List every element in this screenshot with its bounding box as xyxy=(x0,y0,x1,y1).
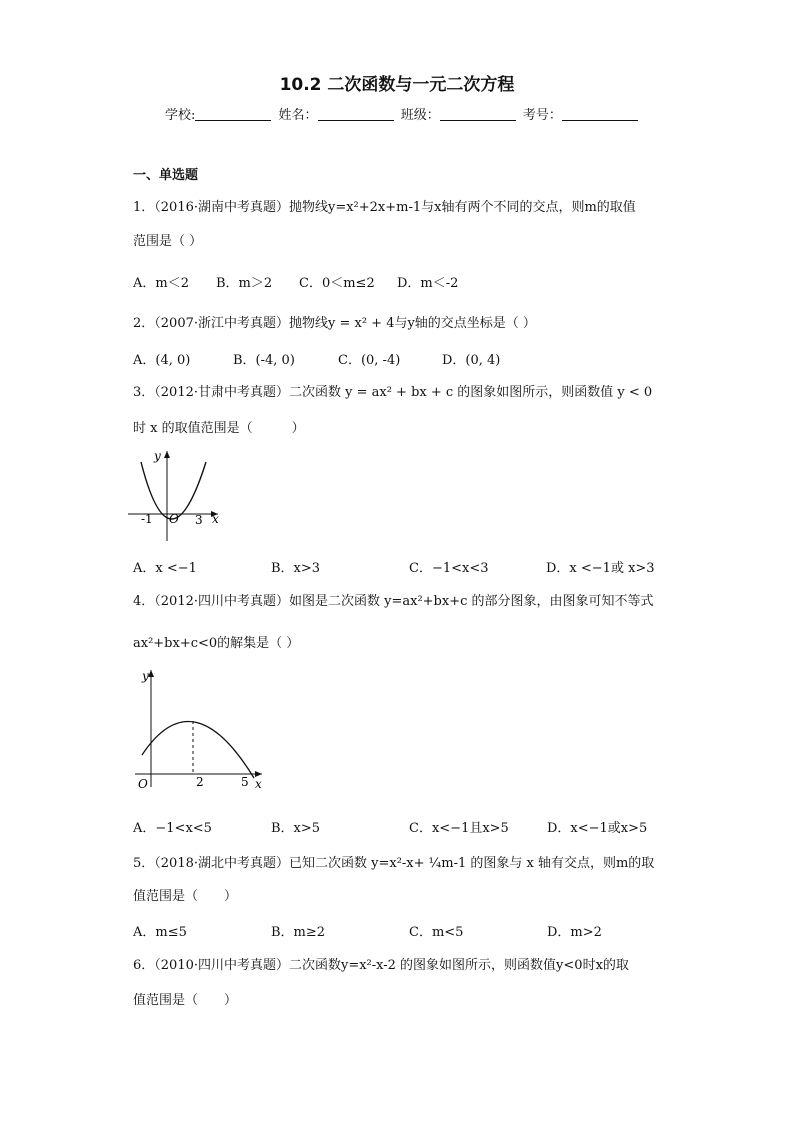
q4-parabola-graph xyxy=(130,664,270,794)
q5-text-line2: 值范围是（ ） xyxy=(133,889,238,904)
q2-option-a[interactable]: A．(4, 0) xyxy=(133,353,191,368)
q3-neg1-label: -1 xyxy=(141,512,153,526)
q2-option-d[interactable]: D．(0, 4) xyxy=(442,353,501,368)
q3-parabola-curve xyxy=(141,462,206,519)
q4-origin-label: O xyxy=(138,777,148,791)
q3-x-label: x xyxy=(212,512,219,526)
q2-option-c[interactable]: C．(0, -4) xyxy=(338,353,401,368)
q3-origin-label: O xyxy=(169,512,179,526)
q3-option-d[interactable]: D．x <−1或 x>3 xyxy=(546,561,655,576)
q3-option-a[interactable]: A．x <−1 xyxy=(133,561,197,576)
class-label: 班级： xyxy=(400,108,440,123)
q4-parabola-curve xyxy=(142,722,254,778)
q3-text-line1: 3．（2012·甘肃中考真题）二次函数 y = ax² + bx + c 的图象如图所示，则函数值 y < 0 xyxy=(133,385,653,400)
q5-text-line1: 5．（2018·湖北中考真题）已知二次函数 y=x²-x+ ¼m-1 的图象与 x 轴有交点，则m的取 xyxy=(133,856,655,871)
q3-y-axis-arrow xyxy=(164,451,170,458)
q1-text-line1: 1．（2016·湖南中考真题）抛物线y=x²+2x+m-1与x轴有两个不同的交点，则m的取值 xyxy=(133,200,636,215)
q5-option-b[interactable]: B．m≥2 xyxy=(271,925,326,940)
q3-y-label: y xyxy=(154,449,161,463)
number-label: 考号： xyxy=(522,108,562,123)
q4-text-line1: 4．（2012·四川中考真题）如图是二次函数 y=ax²+bx+c 的部分图象，由图象可知不等式 xyxy=(133,594,654,609)
q3-option-c[interactable]: C．−1<x<3 xyxy=(409,561,489,576)
name-blank[interactable] xyxy=(318,108,394,121)
q6-text-line1: 6．（2010·四川中考真题）二次函数y=x²-x-2 的图象如图所示，则函数值y<0时x的取 xyxy=(133,958,629,973)
student-info-line xyxy=(165,104,641,123)
q1-option-b[interactable]: B．m＞2 xyxy=(216,276,273,291)
q4-option-b[interactable]: B．x>5 xyxy=(271,821,321,836)
section-heading: 一、单选题 xyxy=(133,168,199,183)
q4-y-label: y xyxy=(142,669,149,683)
q3-three-label: 3 xyxy=(195,513,203,527)
q5-option-d[interactable]: D．m>2 xyxy=(547,925,602,940)
q1-text-line2: 范围是（ ） xyxy=(133,234,203,249)
school-blank[interactable] xyxy=(195,108,271,121)
q2-text-line1: 2．（2007·浙江中考真题）抛物线y = x² + 4与y轴的交点坐标是（ ） xyxy=(133,316,536,331)
q4-option-a[interactable]: A．−1<x<5 xyxy=(133,821,212,836)
q4-option-c[interactable]: C．x<−1且x>5 xyxy=(409,821,509,836)
page-title: 10.2 二次函数与一元二次方程 xyxy=(279,75,515,95)
q4-two-label: 2 xyxy=(196,775,204,789)
q4-x-label: x xyxy=(255,777,262,791)
q5-option-c[interactable]: C．m<5 xyxy=(409,925,464,940)
q4-text-line2: ax²+bx+c<0的解集是（ ） xyxy=(133,636,300,651)
class-blank[interactable] xyxy=(440,108,516,121)
q3-option-b[interactable]: B．x>3 xyxy=(271,561,321,576)
q1-option-a[interactable]: A．m＜2 xyxy=(133,276,189,291)
school-label: 学校: xyxy=(165,108,196,123)
q4-five-label: 5 xyxy=(241,775,249,789)
q1-option-c[interactable]: C．0＜m≤2 xyxy=(299,276,375,291)
q3-parabola-graph xyxy=(128,446,228,546)
q2-option-b[interactable]: B．(-4, 0) xyxy=(233,353,295,368)
q4-option-d[interactable]: D．x<−1或x>5 xyxy=(547,821,648,836)
q6-text-line2: 值范围是（ ） xyxy=(133,993,238,1008)
number-blank[interactable] xyxy=(562,108,638,121)
name-label: 姓名： xyxy=(278,108,318,123)
q3-text-line2: 时 x 的取值范围是（ ） xyxy=(133,421,305,436)
q1-option-d[interactable]: D．m＜-2 xyxy=(397,276,459,291)
q4-y-axis-arrow xyxy=(148,670,154,677)
q5-option-a[interactable]: A．m≤5 xyxy=(133,925,187,940)
